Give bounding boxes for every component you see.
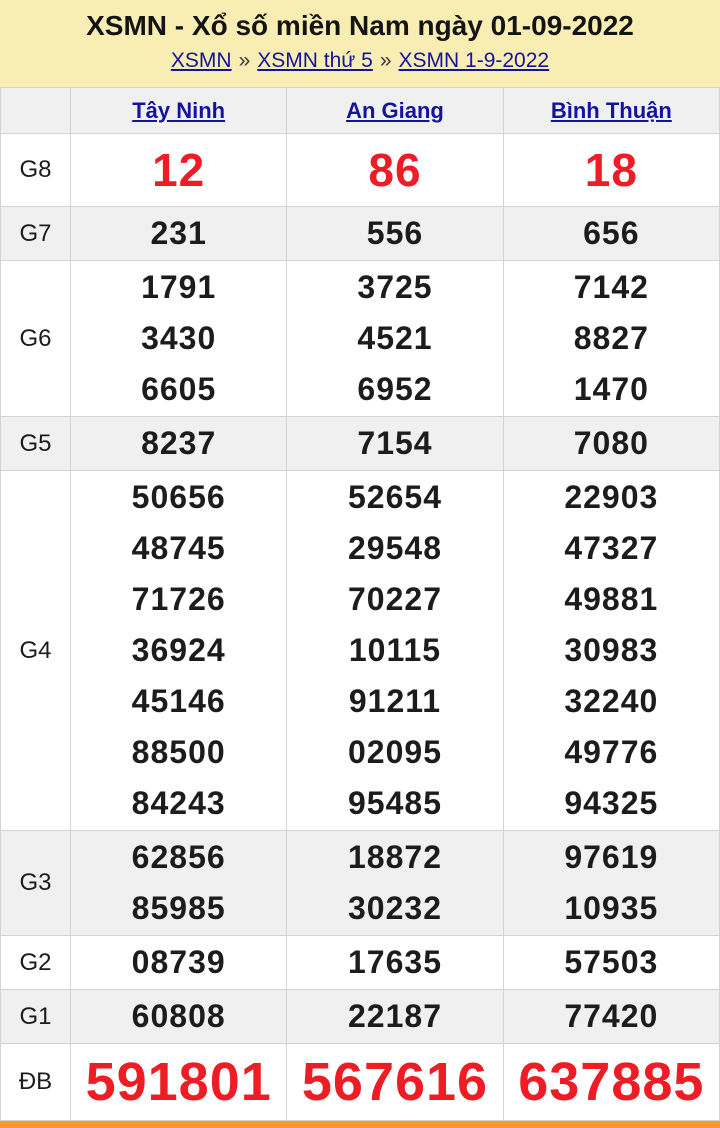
prize-cell <box>287 1044 503 1121</box>
prize-number: 591801 <box>85 1052 272 1112</box>
prize-number: 1791 <box>141 269 217 305</box>
prize-number: 656 <box>583 215 640 251</box>
prize-number: 22187 <box>348 998 442 1034</box>
prize-number: 70227 <box>348 581 442 617</box>
prize-cell <box>71 471 287 831</box>
prize-number: 567616 <box>301 1052 489 1112</box>
prize-number: 32240 <box>564 683 659 719</box>
breadcrumb-link-xsmn-thu-5[interactable]: XSMN thứ 5 <box>257 49 373 72</box>
prize-cell <box>287 207 503 261</box>
prize-number: 52654 <box>348 479 442 515</box>
prize-cell <box>287 134 503 207</box>
breadcrumb-separator: » <box>238 49 251 72</box>
prize-number: 62856 <box>131 839 226 875</box>
breadcrumb <box>0 48 720 74</box>
prize-number: 29548 <box>348 530 442 566</box>
prize-cell <box>503 1044 719 1121</box>
prize-cell <box>71 261 287 417</box>
results-table <box>0 87 720 1121</box>
prize-cell <box>287 261 503 417</box>
prize-number: 97619 <box>564 839 659 875</box>
prize-row-g4 <box>1 471 720 831</box>
breadcrumb-link-xsmn-date[interactable]: XSMN 1-9-2022 <box>398 49 550 72</box>
prize-cell <box>503 207 719 261</box>
prize-row-g8 <box>1 134 720 207</box>
prize-label: G4 <box>1 471 71 831</box>
prize-number: 7154 <box>357 425 433 461</box>
prize-number: 30983 <box>564 632 659 668</box>
breadcrumb-link-xsmn[interactable]: XSMN <box>170 49 232 72</box>
prize-cell <box>287 831 503 936</box>
prize-number: 02095 <box>348 734 442 770</box>
prize-number: 45146 <box>131 683 226 719</box>
prize-row-g7 <box>1 207 720 261</box>
prize-number: 94325 <box>564 785 659 821</box>
prize-number: 6952 <box>357 371 433 407</box>
prize-cell <box>287 471 503 831</box>
prize-cell <box>71 1044 287 1121</box>
prize-cell <box>287 417 503 471</box>
prize-number: 91211 <box>348 683 442 719</box>
prize-number: 48745 <box>131 530 226 566</box>
prize-number: 4521 <box>357 320 433 356</box>
prize-number: 57503 <box>564 944 659 980</box>
prize-number: 10935 <box>564 890 659 926</box>
prize-number: 30232 <box>348 890 442 926</box>
prize-cell <box>71 936 287 990</box>
prize-cell <box>503 134 719 207</box>
prize-number: 84243 <box>131 785 226 821</box>
prize-cell <box>71 134 287 207</box>
prize-number: 47327 <box>564 530 659 566</box>
prize-cell <box>71 417 287 471</box>
bottom-accent-bar <box>0 1121 720 1128</box>
prize-label: G5 <box>1 417 71 471</box>
prize-label: G7 <box>1 207 71 261</box>
prize-number: 49881 <box>564 581 659 617</box>
page-title: XSMN - Xổ số miền Nam ngày 01-09-2022 <box>86 10 634 41</box>
prize-cell <box>503 417 719 471</box>
prize-number: 60808 <box>131 998 226 1034</box>
prize-number: 12 <box>152 144 206 196</box>
prize-number: 3725 <box>357 269 433 305</box>
prize-number: 8827 <box>573 320 649 356</box>
prize-number: 7142 <box>573 269 649 305</box>
prize-label: G1 <box>1 990 71 1044</box>
prize-number: 22903 <box>564 479 659 515</box>
province-link-tay-ninh[interactable]: Tây Ninh <box>132 97 226 123</box>
prize-row-g2 <box>1 936 720 990</box>
prize-number: 10115 <box>348 632 442 668</box>
prize-number: 71726 <box>131 581 226 617</box>
prize-row-đb <box>1 1044 720 1121</box>
prize-row-g5 <box>1 417 720 471</box>
prize-cell <box>287 936 503 990</box>
prize-number: 7080 <box>573 425 649 461</box>
prize-row-g6 <box>1 261 720 417</box>
province-header-cell <box>503 88 719 134</box>
prize-number: 18 <box>584 144 638 196</box>
prize-cell <box>287 990 503 1044</box>
prize-cell <box>503 936 719 990</box>
prize-label: G2 <box>1 936 71 990</box>
prize-label: G8 <box>1 134 71 207</box>
prize-label: G3 <box>1 831 71 936</box>
prize-number: 77420 <box>564 998 659 1034</box>
prize-cell <box>71 831 287 936</box>
prize-number: 85985 <box>131 890 226 926</box>
prize-label: ĐB <box>1 1044 71 1121</box>
prize-cell <box>503 990 719 1044</box>
prize-number: 50656 <box>131 479 226 515</box>
prize-number: 18872 <box>348 839 442 875</box>
province-link-an-giang[interactable]: An Giang <box>346 97 444 123</box>
prize-number: 49776 <box>564 734 659 770</box>
province-link-binh-thuan[interactable]: Bình Thuận <box>550 97 672 123</box>
prize-cell <box>71 207 287 261</box>
prize-row-g1 <box>1 990 720 1044</box>
prize-number: 36924 <box>131 632 226 668</box>
province-header-row <box>1 88 720 134</box>
prize-cell <box>503 471 719 831</box>
prize-number: 637885 <box>518 1052 705 1112</box>
prize-label: G6 <box>1 261 71 417</box>
prize-number: 6605 <box>141 371 217 407</box>
prize-number: 86 <box>368 144 422 196</box>
province-header-cell <box>287 88 503 134</box>
prize-number: 17635 <box>348 944 442 980</box>
prize-number: 1470 <box>573 371 649 407</box>
prize-number: 95485 <box>348 785 442 821</box>
breadcrumb-separator: » <box>379 49 392 72</box>
prize-number: 3430 <box>141 320 217 356</box>
prize-cell <box>71 990 287 1044</box>
prize-cell <box>503 831 719 936</box>
corner-cell <box>1 88 71 134</box>
prize-number: 556 <box>366 215 424 251</box>
prize-row-g3 <box>1 831 720 936</box>
page-header <box>0 0 720 87</box>
province-header-cell <box>71 88 287 134</box>
prize-number: 88500 <box>131 734 226 770</box>
prize-number: 231 <box>150 215 207 251</box>
prize-number: 8237 <box>141 425 217 461</box>
prize-cell <box>503 261 719 417</box>
prize-number: 08739 <box>131 944 226 980</box>
